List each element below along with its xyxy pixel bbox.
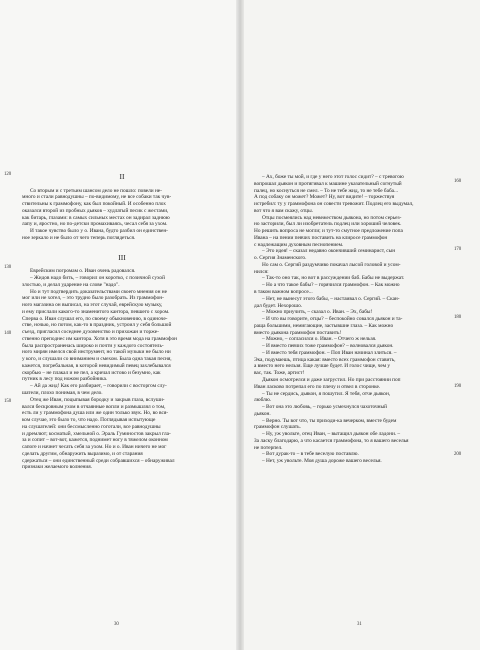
text-line: Эка, подумаешь, птица какая: вместо всех граммофон ставить, [254,356,396,363]
text-line: сапоге и начнет чесать себя за ухом. Но и о. Иван ничего не мог [22,444,167,451]
text-line: палец, но коснуться не смел. – То не тебе жид, то не тебе баба... [254,187,398,194]
text-line: – Но а что такое бабы? – горячился граммофон. – Как можно [262,282,400,289]
text-line: вот что я вам скажу, отцы. [254,207,314,214]
text-line: съезд, пригласил соседнее духовенство и прихожан и торже- [22,329,159,336]
text-line: стве, ночью, но потом, как-то в праздник, устроил у себя большой [22,322,172,329]
text-line: как битарь, глазами: в самых сильных местах он задирал заднюю [22,214,170,221]
right-page-text [254,174,454,465]
text-line: – Верно. Ты вот что, ты приходи-ка вечерком, вместе будем [262,417,397,424]
line-number: 190 [454,384,462,389]
text-line: Но решить вопроса не могли; и тут-то смутное предложение попа [254,228,403,235]
text-line: – Это идея! – сказал недавно окончивший семинарист, сын [262,248,396,255]
text-line: Еврейским погромам о. Иван очень радовался. [30,268,136,275]
text-line: Но и тут подтвердить доказательствами своего мнения он не [30,288,167,295]
text-line: – Ты не сердись, дьякон, я пошутил. Я тебя, отче дьякон, [262,390,391,397]
line-number: 170 [454,247,462,252]
text-line: – Так-то оно так, но вот в рассуждении баб. Бабы не выдержат. [262,275,405,282]
text-line: за и сопит – вот-вот, кажется, поднимет ногу в тяжелом оконном [22,437,168,444]
text-line: нился: [254,268,269,275]
text-line: признаки желаемого волнения. [22,464,92,471]
text-line: ное зеркало и не было от чего теперь поглядеться. [22,234,136,241]
text-line: дьякон. [254,410,271,417]
text-line: вопрошал дьякон и протягивал к машине указательный согнутый [254,180,402,187]
text-line: Сперва о. Иван слушал его, по своему обыкновению, в одиноче- [22,315,168,322]
text-line: сделать другим, обнаружить выразимо, и от старания [22,450,143,457]
text-line: была распространенась широко и почти у каждого состоятель- [22,342,164,349]
chapter-heading: III [118,252,126,262]
text-line: ственно преподнес им кантора. Хотя в это время мода на граммофон [22,335,177,342]
text-line: злостью, и делал ударение на слове "надо". [22,281,120,288]
text-line: много и стали равнодушны – по-видимому, не все собаки так чув- [22,194,172,201]
text-line: – Можно приучить, – сказал о. Иван. – Эх, бабы! [262,309,373,316]
text-line: вас, так. Тоже, артист! [254,370,305,377]
text-line: люблю. [254,397,272,404]
text-line: – И вместо певчих тоже граммофон? – волновался дьякон. [262,343,394,350]
text-line: на слушателей: они бессмысленно гоготали, все равнодушны [22,423,161,430]
text-line: – Нет, не вынесут этого бабы, – настаивал о. Сергий. – Скан- [262,295,400,302]
text-line: но засторили, был ли изобретатель подлец или хороший человек. [254,221,402,228]
text-line: – И что вы говорите, отцы? – беспокойно совался дьякон и та- [262,316,403,323]
text-line: вался бескровным ухом в отчаянные вопли и размышлял о том, [22,403,166,410]
text-line: Ивана – на пении певчих поставить на клиросе граммофон [254,234,388,241]
chapter-ii-body [22,188,222,242]
line-number: 120 [4,172,12,177]
text-line: есть ли у граммофона душа или же один только звук. Но, во вся- [22,410,169,417]
text-line: кажется, погребальная, в которой невидимый певец захлебывался [22,362,171,369]
text-line: – Можно, – согласился о. Иван. – Отчего ж нельзя. [262,336,377,343]
left-page-text [22,174,222,471]
text-line: Иван ласково потрепал его по плечу и отвел в сторонке. [254,383,381,390]
text-line: мог или не хотел, – это трудно было разобрать. Из граммофон- [22,295,164,302]
text-line: Дьякон осмотрелся и даже загрустил. Но при расстоянии поп [262,376,401,383]
text-line: у кого, и слушали со вниманием и смехом. Была одна такая песня, [22,356,172,363]
text-line: путник в лесу под ножом разбойника. [22,376,108,383]
text-line: дал будет. Нехорошо. [254,302,303,309]
text-line: ствительны к граммофону, как был покойный. И особенно плох [22,201,166,208]
text-line: ного мирян имелся свой инструмент, но такой музыки не было ни [22,349,171,356]
text-line: – Ах, боже ты мой, и где у него этот голос сидит? – с тревогою [262,174,404,180]
text-line: а вместо него нельзя. Еще лучше будет. И голос чище, чем у [254,363,391,370]
text-line: И такое чувство было у о. Ивана, будто разбил он единствен- [30,228,168,235]
text-line: – Жидов надо бить, – говорил он коротко, с позичной сухой [30,274,165,281]
page-number: 30 [114,622,119,627]
text-line: – И вместо тебя граммофон. – Поп Иван начинал злиться. – [262,349,397,356]
right-page [240,0,480,650]
line-number: 160 [454,179,462,184]
text-line: Отцы посмеялись над невежеством дьякона, но потом серьез- [262,214,402,221]
line-number: 200 [454,452,462,457]
text-line: Со вторым и с третьим шансом дело не пошло: повели не- [30,187,162,194]
text-line: и дремлют; косматый, хмельной о. Эраль Гуминостов закрыл гла- [22,430,171,437]
text-line: граммофон слушать. [254,424,301,431]
text-line: – Ай да жид! Как его разбирает, – говорили с восторгом слу- [30,383,167,390]
line-number: 130 [4,265,12,270]
text-line: – Вот она это любовь, – горько усмехнулся чахоточный [262,404,387,411]
line-number: 180 [454,315,462,320]
text-line: вместо дьякона граммофон поставить! [254,329,342,336]
text-line: ного магазина он выписал, на этот случай, еврейскую музыку, [22,302,163,309]
text-line: – Нет, уж увольте. Моя душа дороже вашего веселья. [262,458,382,465]
text-line: – Ну, уж увольте, отец Иван, – вытащил дьякон обе ладони. – [262,431,401,438]
text-line: в таком важном вопросе... [254,289,313,296]
text-line: оказался второй из пробных дьяков – худлатый песик с жестами, [22,207,169,214]
text-line: раща большими, немигающие, застывшие глаза. – Как можно [254,322,394,329]
page-number: 31 [357,622,362,627]
text-line: о. Сергия Знаменского. [254,255,307,262]
text-line: За ласку благодарю, а что касается граммофона, то я вашего веселья [254,437,409,444]
line-number: 150 [4,399,12,404]
text-line: лапу и, яростно, но по-детски промахиваясь, чесал себя за ухом. [22,221,168,228]
text-line: не потерпел. [254,444,283,451]
book-gutter [236,0,244,650]
text-line: – Вот дурак-то – в тебе веселую поставлю. [262,451,359,458]
text-line: шатели, плохо понимая, в чем дело. [22,390,103,396]
text-line: Отец же Иван, поцыпывая бородку и закрыв глаза, вслуши- [30,396,165,403]
text-line: с надлежащим духовным песнопением. [254,241,344,248]
text-line: и ему прислали какого-то знаменитого кантора, певшего с хором. [22,308,170,315]
text-line: скорбью – не плакал и не пел, а кричал истово и безумно, как [22,369,161,376]
text-line: истребил: ту у граммофона он совести тревожит. Подлец его выдумал, [254,201,414,208]
line-number: 140 [4,331,12,336]
text-line: ком случае, это было то, что надо. Поглядывая испытующе [22,417,156,424]
chapter-iii-body [22,268,222,471]
text-line: А под собаку он может? Может? Ну, вот видите! – торжествуя [254,194,395,201]
text-line: Но сам о. Сергий раздумчиво покачал лысой головой и усом- [262,261,401,268]
text-line: сдержаться – они единственный среди собравшихся – обнаруживал [22,457,175,464]
chapter-heading: II [119,172,125,181]
